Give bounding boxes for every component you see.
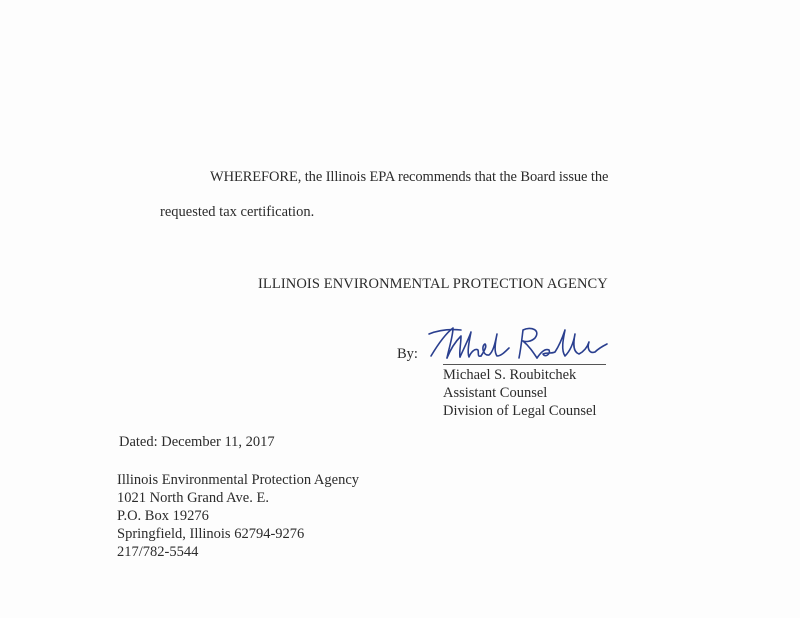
paragraph-line-2: requested tax certification.: [160, 204, 315, 220]
address-line-5: 217/782-5544: [117, 544, 199, 560]
handwritten-signature: [423, 324, 613, 366]
by-label: By:: [397, 346, 418, 362]
address-line-3: P.O. Box 19276: [117, 508, 209, 524]
signer-name: Michael S. Roubitchek: [443, 367, 577, 383]
signer-title: Assistant Counsel: [443, 385, 548, 401]
agency-name: ILLINOIS ENVIRONMENTAL PROTECTION AGENCY: [258, 276, 608, 292]
paragraph-line-1: WHEREFORE, the Illinois EPA recommends that the Board issue the: [210, 169, 609, 185]
address-line-1: Illinois Environmental Protection Agency: [117, 472, 360, 488]
signer-block: [443, 366, 596, 420]
address-line-4: Springfield, Illinois 62794-9276: [117, 526, 305, 542]
signature-drawing: [423, 324, 613, 366]
signature-line: [443, 364, 606, 365]
address-block: [117, 471, 359, 561]
dated-line: Dated: December 11, 2017: [119, 434, 275, 450]
signer-division: Division of Legal Counsel: [443, 403, 597, 419]
address-line-2: 1021 North Grand Ave. E.: [117, 490, 269, 506]
